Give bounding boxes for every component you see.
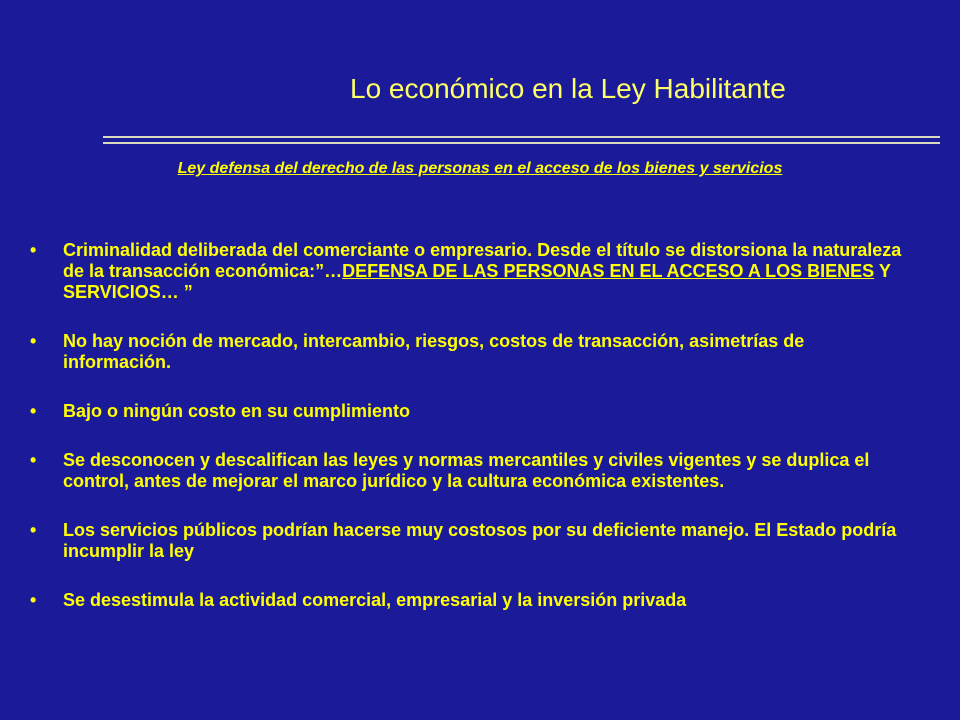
bullet-marker: • [30, 520, 37, 540]
bullet-text: No hay noción de mercado, intercambio, riesgos, costos de transacción, asimetrías de información. [63, 331, 805, 372]
bullet-text-tail: Y SERVICIOS… ” [63, 261, 891, 302]
bullet-item [30, 590, 910, 611]
bullet-marker: • [30, 590, 37, 610]
bullet-text: Criminalidad deliberada del comerciante o empresario. Desde el título se distorsiona la naturaleza de la transacción económica:”… [63, 240, 902, 281]
bullet-list [30, 240, 910, 639]
bullet-text: Los servicios públicos podrían hacerse muy costosos por su deficiente manejo. El Estado podría incumplir la ley [63, 520, 897, 561]
bullet-item [30, 450, 910, 492]
bullet-text: Se desconocen y descalifican las leyes y normas mercantiles y civiles vigentes y se duplica el control, antes de mejorar el marco jurídico y la cultura económica existentes. [63, 450, 870, 491]
bullet-underlined-text: DEFENSA DE LAS PERSONAS EN EL ACCESO A LOS BIENES [342, 261, 875, 281]
bullet-marker: • [30, 240, 37, 260]
bullet-text: Bajo o ningún costo en su cumplimiento [63, 401, 411, 421]
bullet-item [30, 331, 910, 373]
bullet-marker: • [30, 450, 37, 470]
bullet-marker: • [30, 331, 37, 351]
title-divider-top [103, 136, 940, 138]
bullet-item [30, 240, 910, 303]
title-divider-bottom [103, 142, 940, 144]
bullet-marker: • [30, 401, 37, 421]
bullet-item [30, 401, 910, 422]
bullet-item [30, 520, 910, 562]
slide-subtitle: Ley defensa del derecho de las personas en el acceso de los bienes y servicios [177, 160, 783, 177]
bullet-text: Se desestimula la actividad comercial, empresarial y la inversión privada [63, 590, 687, 610]
slide-title: Lo económico en la Ley Habilitante [350, 73, 786, 104]
